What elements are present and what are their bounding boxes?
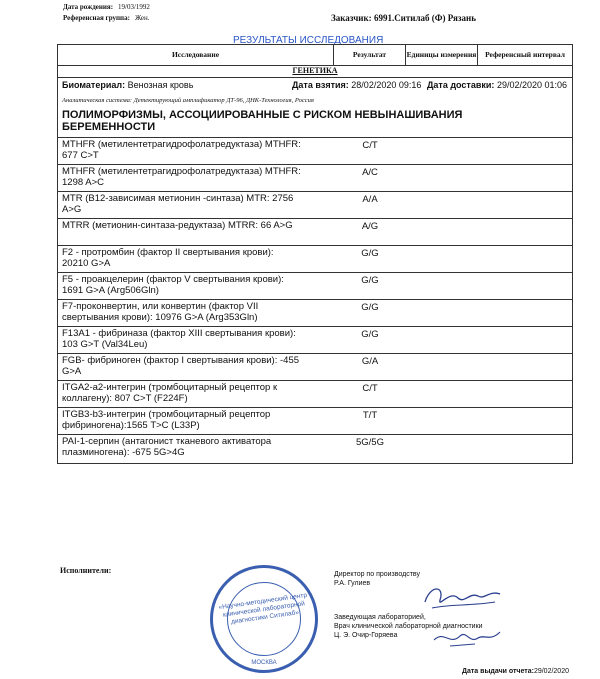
- director-signature-icon: [420, 580, 505, 615]
- row-value: A/C: [362, 167, 378, 178]
- header-result: Результат: [334, 45, 406, 65]
- row-value: G/G: [361, 275, 379, 286]
- row-value: G/G: [361, 302, 379, 313]
- results-rows: [58, 137, 572, 462]
- head-signature-icon: [430, 624, 505, 654]
- table-row: [58, 408, 572, 435]
- lab-stamp: [210, 565, 318, 673]
- stamp-text: «Научно-методический центр клинической лабораторной диагностики Ситилаб»: [218, 591, 308, 626]
- row-value: G/A: [361, 356, 379, 367]
- dob-label: Дата рождения: 19/03/1992: [63, 3, 113, 11]
- ref-group: Референсная группа: Жен.: [63, 14, 130, 22]
- table-row: [58, 381, 572, 408]
- row-name: F13A1 - фибриназа (фактор XIII свертывания крови): 103 G>T (Val34Leu): [62, 328, 296, 350]
- row-value: A/A: [362, 194, 378, 205]
- table-row: [58, 300, 572, 327]
- dob-value: 19/03/1992: [118, 3, 150, 11]
- director-title: Директор по производству: [334, 571, 420, 578]
- header-units: Единицы измерения: [406, 45, 478, 65]
- customer: Заказчик: 6991.Ситилаб (Ф) Рязань: [331, 13, 476, 23]
- results-title: РЕЗУЛЬТАТЫ ИССЛЕДОВАНИЯ: [233, 35, 384, 46]
- panel-title: ПОЛИМОРФИЗМЫ, АССОЦИИРОВАННЫЕ С РИСКОМ НЕВЫНАШИВАНИЯ БЕРЕМЕННОСТИ: [62, 109, 463, 133]
- biomaterial-line: Биоматериал: Венозная кровь Дата взятия: 28/02/2020 09:16 Дата доставки: 29/02/2020 01:06: [62, 80, 568, 90]
- row-name: MTR (B12-зависимая метионин -синтаза) MTR: 2756 A>G: [62, 193, 294, 215]
- row-value: C/T: [362, 140, 378, 151]
- ref-group-value: Жен.: [135, 14, 150, 22]
- row-name: F2 - протромбин (фактор II свертывания крови): 20210 G>A: [62, 247, 274, 269]
- head-name: Ц. Э. Очир-Горяева: [334, 632, 398, 639]
- row-name: F5 - проакцелерин (фактор V свертывания крови): 1691 G>A (Arg506Gln): [62, 274, 284, 296]
- row-name: MTHFR (метилентетрагидрофолатредуктаза) MTHFR: 1298 A>C: [62, 166, 301, 188]
- table-row: [58, 327, 572, 354]
- row-value: T/T: [362, 410, 378, 421]
- section-title: ГЕНЕТИКА: [58, 65, 572, 78]
- table-row: [58, 165, 572, 192]
- results-table: [57, 44, 573, 464]
- table-row: [58, 354, 572, 381]
- row-value: G/G: [361, 329, 379, 340]
- row-value: A/G: [361, 221, 379, 232]
- row-name: FGB- фибриноген (фактор I свертывания крови): -455 G>A: [62, 355, 300, 377]
- row-name: ITGB3-b3-интегрин (тромбоцитарный рецептор фибриногена):1565 T>C (L33P): [62, 409, 271, 431]
- table-row: [58, 246, 572, 273]
- row-value: C/T: [362, 383, 378, 394]
- row-name: ITGA2-a2-интегрин (тромбоцитарный рецептор к коллагену): 807 C>T (F224F): [62, 382, 278, 404]
- row-name: MTHFR (метилентетрагидрофолатредуктаза) MTHFR: 677 C>T: [62, 139, 301, 161]
- director-name: Р.А. Гулиев: [334, 580, 371, 587]
- table-row: [58, 435, 572, 462]
- table-header: [58, 45, 572, 66]
- performers-label: Исполнители:: [60, 566, 112, 575]
- row-value: 5G/5G: [356, 437, 384, 448]
- head-title-1: Заведующая лабораторией,: [334, 614, 426, 621]
- head-title-2: Врач клинической лабораторной диагностики: [334, 623, 483, 630]
- table-row: [58, 273, 572, 300]
- system-note: Аналитическая система: Детектирующий амплификатор ДТ-96, ДНК-Технология, Россия: [62, 97, 314, 104]
- row-name: PAI-1-серпин (антагонист тканевого активатора плазминогена): -675 5G>4G: [62, 436, 272, 458]
- row-name: F7-проконвертин, или конвертин (фактор VII свертывания крови): 10976 G>A (Arg353Gln): [62, 301, 259, 323]
- table-row: [58, 192, 572, 219]
- row-name: MTRR (метионин-синтаза-редуктаза) MTRR: 66 A>G: [62, 220, 293, 231]
- row-value: G/G: [361, 248, 379, 259]
- header-reference: Референсный интервал: [485, 50, 565, 59]
- stamp-city: МОСКВА: [251, 660, 277, 666]
- table-row: [58, 219, 572, 246]
- table-row: [58, 138, 572, 165]
- issue-date: Дата выдачи отчета:29/02/2020: [462, 668, 569, 675]
- header-study: Исследование: [58, 45, 334, 65]
